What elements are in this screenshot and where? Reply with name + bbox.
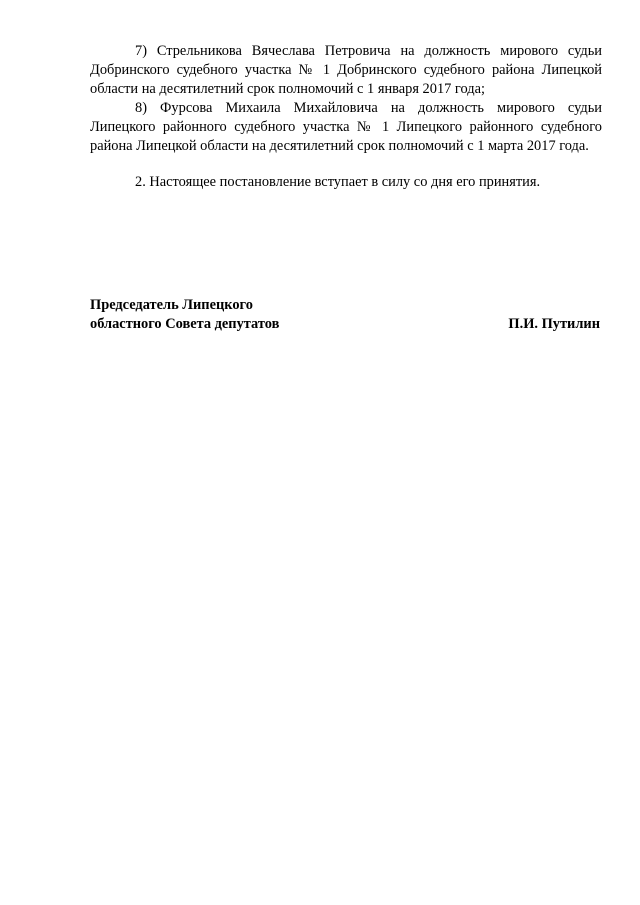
signature-row (90, 315, 600, 334)
signatory-title-line1: Председатель Липецкого (90, 297, 253, 313)
appointment-item-7: 7) Стрельникова Вячеслава Петровича на должность мирового судьи Добринского судебного участка № 1 Добринского судебного района Липецкой области на десятилетний срок полномочий с 1 января 2017 года; (90, 43, 602, 97)
appointment-item-8: 8) Фурсова Михаила Михайловича на должность мирового судьи Липецкого районного судебного участка № 1 Липецкого районного судебного района Липецкой области на десятилетний срок полномочий с 1 марта 2017 года. (90, 100, 602, 154)
effective-date-clause: 2. Настоящее постановление вступает в силу со дня его принятия. (135, 174, 541, 190)
signatory-name: П.И. Путилин (508, 316, 600, 332)
document-body (90, 42, 602, 192)
signatory-title-line2: областного Совета депутатов (90, 316, 280, 332)
signature-block (90, 296, 600, 334)
